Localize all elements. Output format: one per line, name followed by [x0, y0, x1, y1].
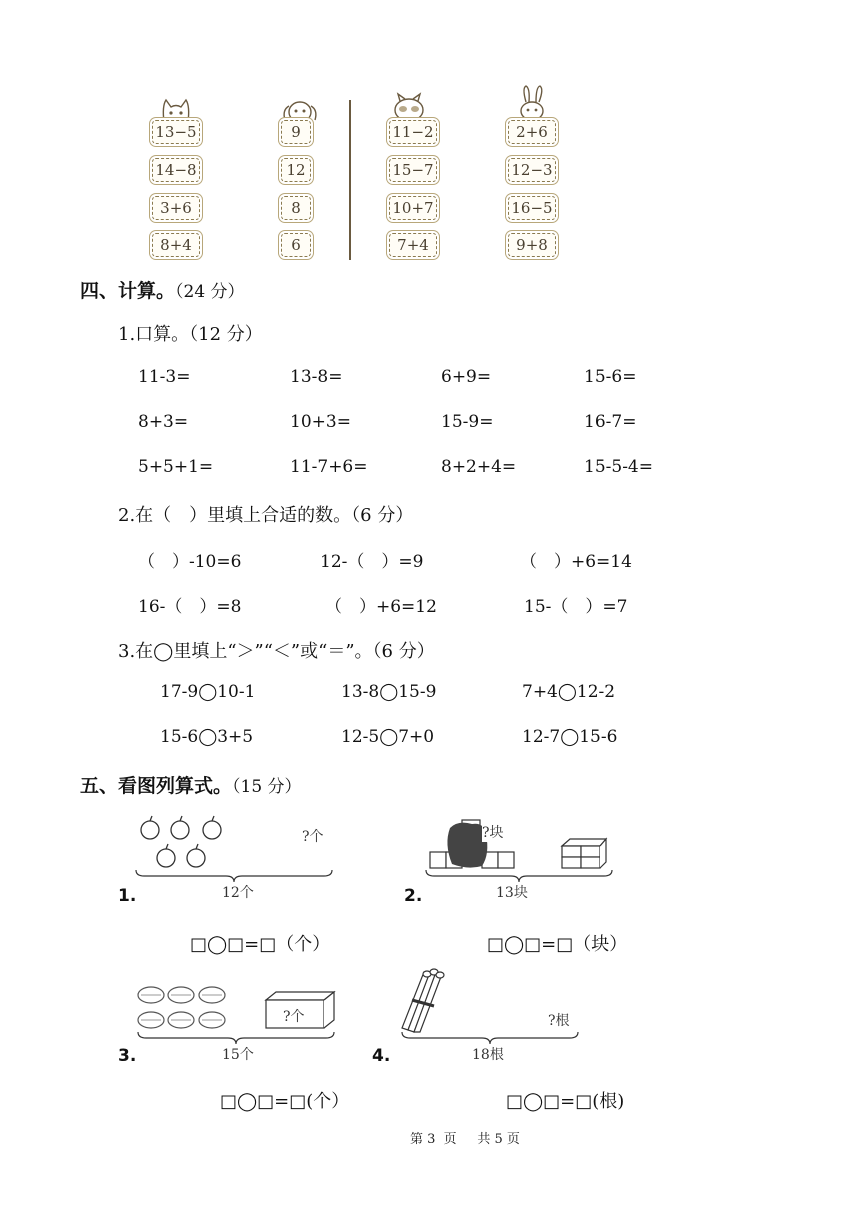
section-5-title: 五、看图列算式。	[80, 775, 233, 797]
oral-calc-item: 15-5-4=	[584, 457, 653, 477]
card-col3[interactable]: 11−2	[389, 120, 437, 144]
rabbit-icon	[512, 84, 552, 122]
compare-item[interactable]: 17-9◯10-1	[160, 682, 256, 702]
q3-title: 3.在◯里填上“＞”“＜”或“＝”。（6 分）	[118, 641, 435, 662]
section-4-title: 四、计算。	[80, 280, 176, 302]
oral-calc-item: 16-7=	[584, 412, 637, 432]
figure-1-total: 12个	[222, 885, 254, 901]
q1-title: 1.口算。（12 分）	[118, 324, 263, 345]
card-col3[interactable]: 7+4	[389, 233, 437, 257]
fill-blank-item[interactable]: （ ）+6=14	[520, 552, 632, 572]
figure-3-number: 3.	[118, 1046, 137, 1066]
divider-line	[349, 100, 351, 260]
section-5-points: （15 分）	[232, 777, 302, 797]
oral-calc-item: 15-6=	[584, 367, 637, 387]
compare-item[interactable]: 7+4◯12-2	[522, 682, 616, 702]
q2-title: 2.在（ ）里填上合适的数。（6 分）	[118, 505, 414, 526]
card-col4[interactable]: 12−3	[508, 158, 556, 182]
figure-4-unknown: ?根	[548, 1013, 570, 1029]
oral-calc-item: 15-9=	[441, 412, 494, 432]
apples-icon	[136, 812, 232, 876]
oral-calc-item: 13-8=	[290, 367, 343, 387]
figure-4-number: 4.	[372, 1046, 391, 1066]
card-col2[interactable]: 8	[281, 196, 311, 220]
compare-item[interactable]: 12-7◯15-6	[522, 727, 618, 747]
fill-blank-item[interactable]: 12-（ ）=9	[320, 552, 424, 572]
card-col1[interactable]: 3+6	[152, 196, 200, 220]
oral-calc-item: 8+3=	[138, 412, 189, 432]
blocks-icon	[428, 814, 518, 872]
card-col2[interactable]: 12	[281, 158, 311, 182]
compare-item[interactable]: 12-5◯7+0	[341, 727, 435, 747]
card-col1[interactable]: 8+4	[152, 233, 200, 257]
figure-1-number: 1.	[118, 886, 137, 906]
card-col2[interactable]: 6	[281, 233, 311, 257]
figure-1-unknown: ?个	[302, 829, 324, 845]
figure-2-unknown: ?块	[482, 822, 504, 842]
card-col3[interactable]: 10+7	[389, 196, 437, 220]
fill-blank-item[interactable]: 16-（ ）=8	[138, 597, 242, 617]
stick-bundle-icon	[394, 966, 450, 1034]
card-col2[interactable]: 9	[281, 120, 311, 144]
card-col1[interactable]: 14−8	[152, 158, 200, 182]
figure-2-total: 13块	[496, 885, 528, 901]
fill-blank-item[interactable]: （ ）+6=12	[325, 597, 437, 617]
answer-4[interactable]: □◯□=□(根)	[506, 1091, 625, 1112]
mooncakes-icon	[136, 984, 228, 1032]
oral-calc-item: 11-7+6=	[290, 457, 368, 477]
oral-calc-item: 10+3=	[290, 412, 351, 432]
compare-item[interactable]: 13-8◯15-9	[341, 682, 437, 702]
card-col4[interactable]: 9+8	[508, 233, 556, 257]
figure-3-unknown: ?个	[283, 1009, 305, 1025]
compare-item[interactable]: 15-6◯3+5	[160, 727, 254, 747]
cube-stack-icon	[560, 836, 608, 872]
oral-calc-item: 8+2+4=	[441, 457, 517, 477]
fill-blank-item[interactable]: （ ）-10=6	[138, 552, 242, 572]
answer-2[interactable]: □◯□=□（块）	[487, 934, 628, 955]
card-col3[interactable]: 15−7	[389, 158, 437, 182]
section-5-heading	[80, 771, 302, 798]
oral-calc-item: 11-3=	[138, 367, 191, 387]
card-col1[interactable]: 13−5	[152, 120, 200, 144]
fill-blank-item[interactable]: 15-（ ）=7	[524, 597, 628, 617]
raccoon-icon	[388, 90, 430, 122]
figure-2-number: 2.	[404, 886, 423, 906]
page-footer: 第 3 页 共 5 页	[410, 1132, 520, 1147]
answer-3[interactable]: □◯□=□(个）	[220, 1091, 350, 1112]
oral-calc-item: 6+9=	[441, 367, 492, 387]
figure-3-total: 15个	[222, 1047, 254, 1063]
oral-calc-item: 5+5+1=	[138, 457, 214, 477]
section-4-points: （24 分）	[175, 282, 245, 302]
figure-4-total: 18根	[472, 1047, 504, 1063]
answer-1[interactable]: □◯□=□（个）	[190, 934, 331, 955]
card-col4[interactable]: 16−5	[508, 196, 556, 220]
card-col4[interactable]: 2+6	[508, 120, 556, 144]
section-4-heading	[80, 276, 245, 303]
